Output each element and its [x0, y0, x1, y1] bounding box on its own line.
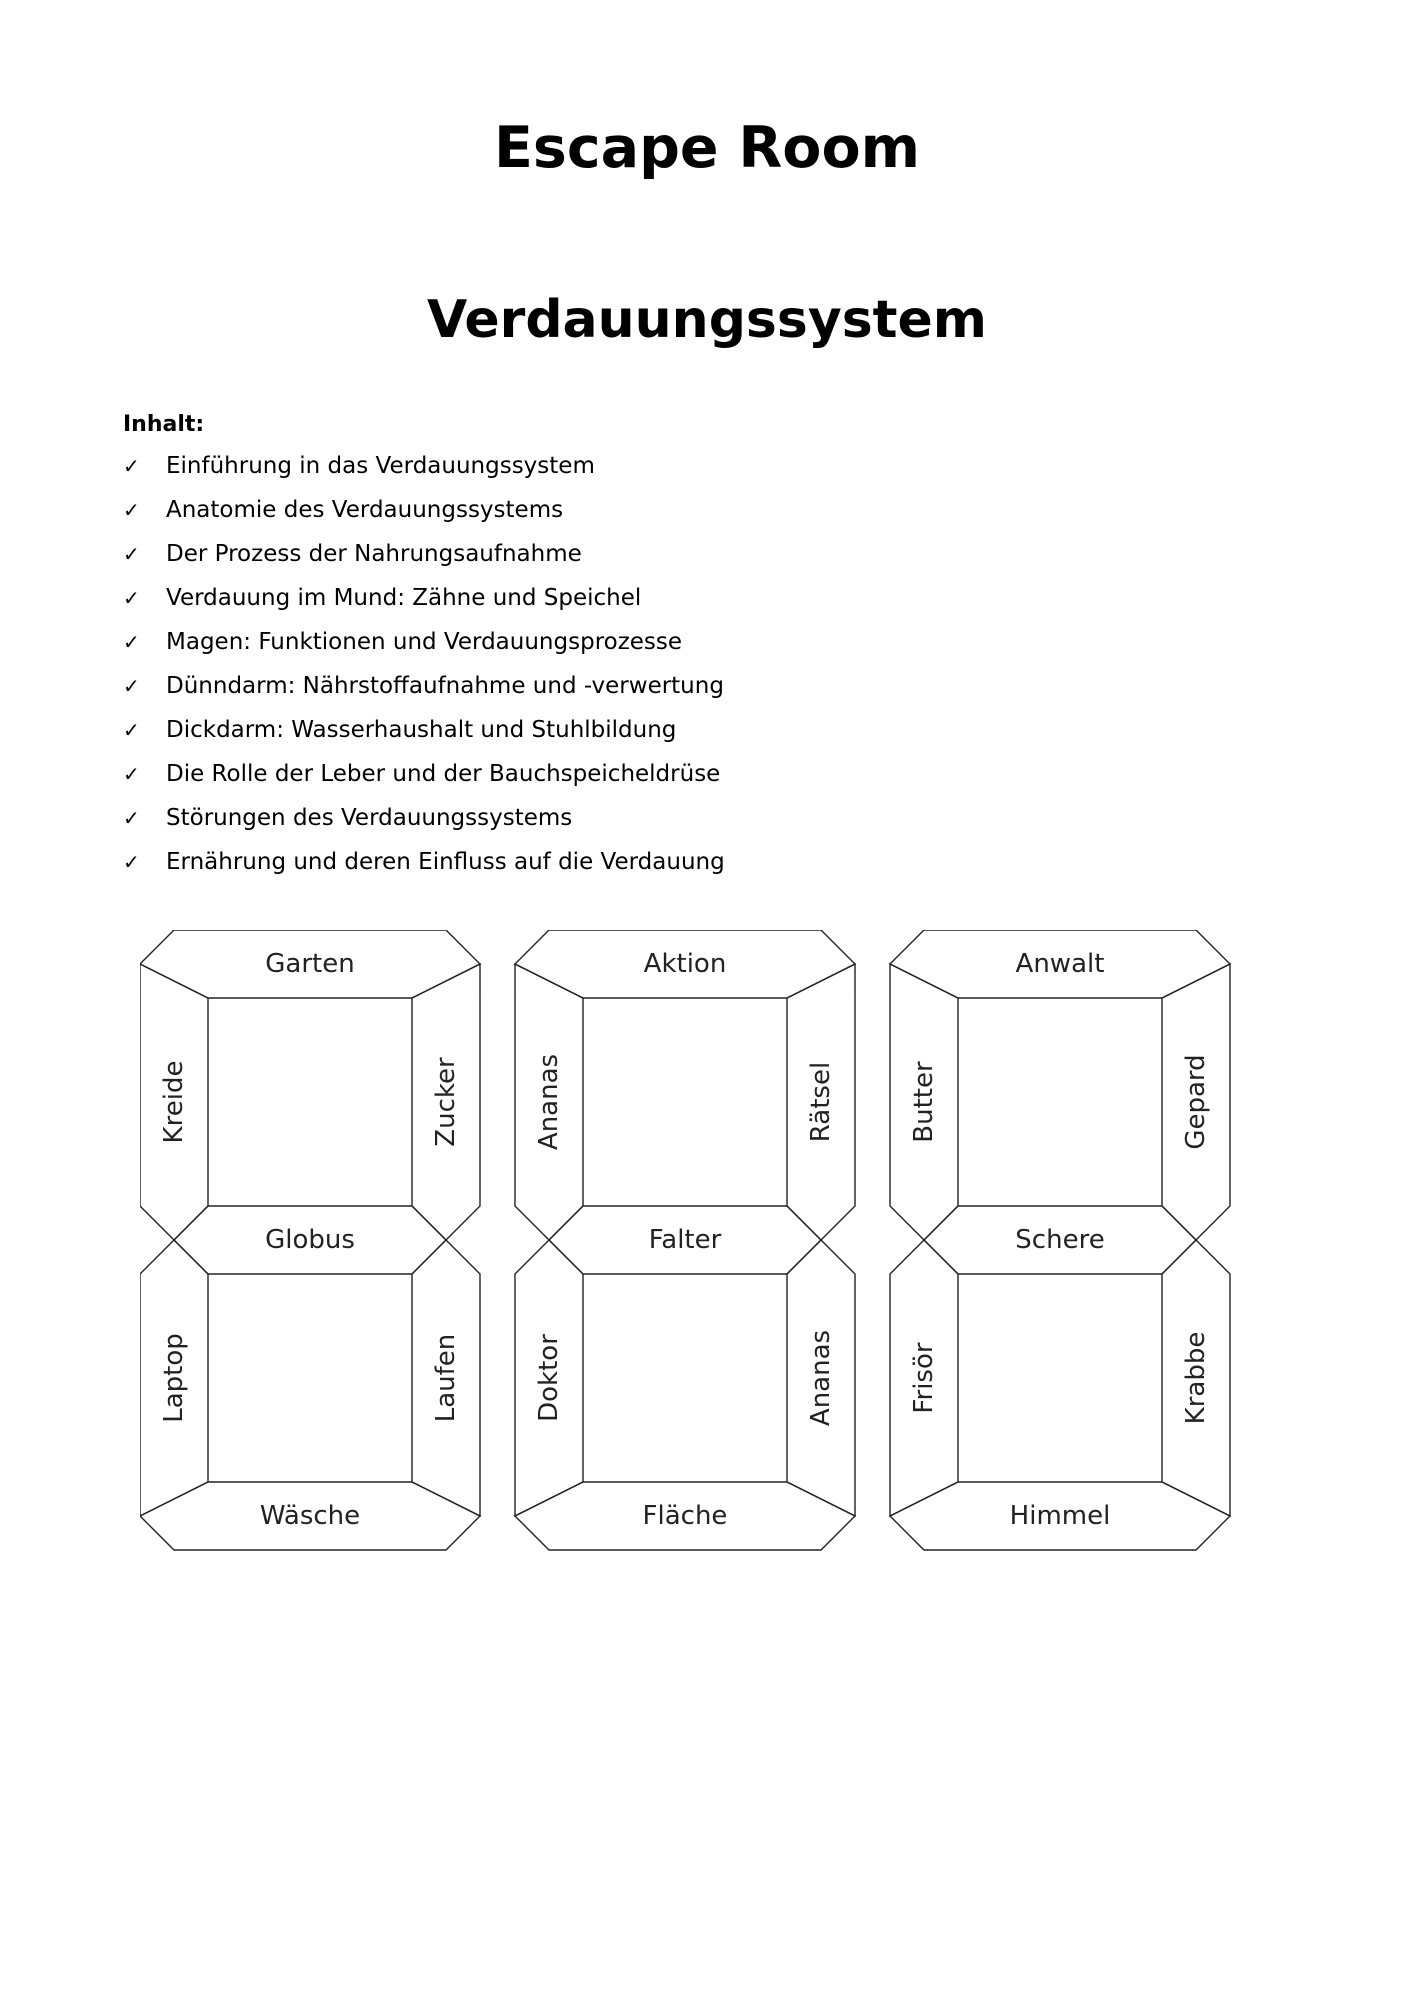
segment-label: Rätsel [806, 1061, 836, 1143]
segment-top [140, 930, 480, 998]
list-item-label: Magen: Funktionen und Verdauungsprozesse [166, 629, 683, 655]
list-item [123, 752, 725, 796]
list-item-label: Der Prozess der Nahrungsaufnahme [166, 541, 582, 567]
list-item [123, 664, 725, 708]
check-icon: ✓ [123, 850, 140, 874]
segment-middle [924, 1206, 1196, 1274]
check-icon: ✓ [123, 542, 140, 566]
segment-upper-right [412, 964, 480, 1240]
segment-label: Fläche [642, 1501, 728, 1531]
segment-upper-left [515, 964, 583, 1240]
segment-digit [515, 930, 855, 1550]
segment-lower-right [1162, 1240, 1230, 1516]
segment-middle [174, 1206, 446, 1274]
check-icon: ✓ [123, 762, 140, 786]
segment-digit [140, 930, 480, 1550]
list-item [123, 796, 725, 840]
segment-label: Laufen [431, 1333, 461, 1423]
segment-label: Frisör [909, 1342, 939, 1414]
check-icon: ✓ [123, 454, 140, 478]
segment-lower-right [787, 1240, 855, 1516]
list-item [123, 488, 725, 532]
segment-upper-right [787, 964, 855, 1240]
segment-label: Butter [909, 1061, 939, 1143]
segment-label: Krabbe [1181, 1331, 1211, 1425]
segment-label: Falter [648, 1225, 722, 1255]
segment-label: Zucker [431, 1057, 461, 1147]
segment-label: Ananas [806, 1329, 836, 1427]
list-item-label: Ernährung und deren Einfluss auf die Verdauung [166, 849, 725, 875]
segment-label: Gepard [1181, 1054, 1211, 1150]
segment-upper-left [140, 964, 208, 1240]
segment-label: Kreide [159, 1060, 189, 1144]
segment-label: Aktion [643, 949, 727, 979]
segment-label: Himmel [1009, 1501, 1111, 1531]
segment-lower-left [890, 1240, 958, 1516]
segment-label: Anwalt [1015, 949, 1105, 979]
page-subtitle: Verdauungssystem [427, 290, 987, 350]
segment-middle [549, 1206, 821, 1274]
segment-bottom [515, 1482, 855, 1550]
list-item-label: Anatomie des Verdauungssystems [166, 497, 564, 523]
list-item-label: Störungen des Verdauungssystems [166, 805, 573, 831]
segment-label: Ananas [534, 1053, 564, 1151]
segment-lower-left [140, 1240, 208, 1516]
check-icon: ✓ [123, 498, 140, 522]
segment-label: Schere [1015, 1225, 1105, 1255]
segment-bottom [140, 1482, 480, 1550]
check-icon: ✓ [123, 806, 140, 830]
page-title: Escape Room [493, 115, 921, 181]
list-item-label: Die Rolle der Leber und der Bauchspeicheldrüse [166, 761, 721, 787]
list-item [123, 444, 725, 488]
check-icon: ✓ [123, 718, 140, 742]
segment-label: Globus [265, 1225, 355, 1255]
list-item [123, 708, 725, 752]
segment-label: Laptop [159, 1333, 189, 1423]
segment-top [890, 930, 1230, 998]
contents-list [123, 444, 725, 884]
contents-heading: Inhalt: [123, 412, 205, 437]
check-icon: ✓ [123, 630, 140, 654]
seven-segment-puzzle [140, 930, 1260, 1570]
segment-upper-right [1162, 964, 1230, 1240]
check-icon: ✓ [123, 674, 140, 698]
list-item-label: Verdauung im Mund: Zähne und Speichel [166, 585, 642, 611]
list-item [123, 532, 725, 576]
list-item [123, 576, 725, 620]
list-item-label: Dünndarm: Nährstoffaufnahme und -verwertung [166, 673, 724, 699]
segment-digit [890, 930, 1230, 1550]
segment-lower-left [515, 1240, 583, 1516]
segment-label: Garten [265, 949, 355, 979]
segment-top [515, 930, 855, 998]
segment-label: Wäsche [259, 1501, 361, 1531]
list-item [123, 840, 725, 884]
check-icon: ✓ [123, 586, 140, 610]
segment-label: Doktor [534, 1334, 564, 1422]
list-item-label: Einführung in das Verdauungssystem [166, 453, 595, 479]
list-item-label: Dickdarm: Wasserhaushalt und Stuhlbildung [166, 717, 677, 743]
segment-upper-left [890, 964, 958, 1240]
segment-bottom [890, 1482, 1230, 1550]
segment-lower-right [412, 1240, 480, 1516]
list-item [123, 620, 725, 664]
